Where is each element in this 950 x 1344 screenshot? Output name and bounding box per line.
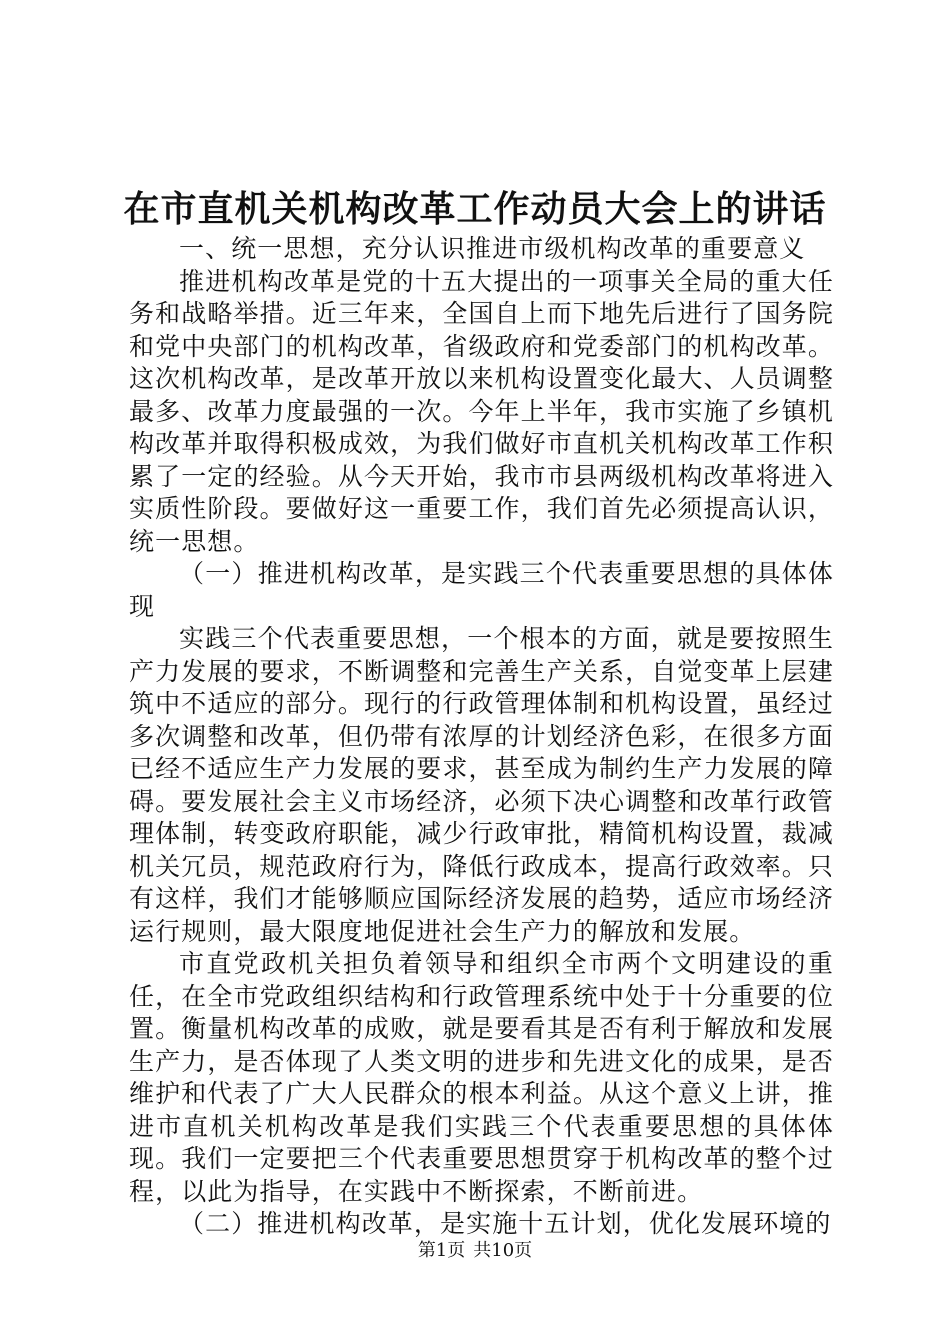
body-paragraph: 实践三个代表重要思想，一个根本的方面，就是要按照生产力发展的要求，不断调整和完善生产关系，自觉变革上层建筑中不适应的部分。现行的行政管理体制和机构设置，虽经过多次调整和改革，但仍带有浓厚的计划经济色彩，在很多方面已经不适应生产力发展的要求，甚至成为制约生产力发展的障碍。要发展社会主义市场经济，必须下决心调整和改革行政管理体制，转变政府职能，减少行政审批，精简机构设置，裁减机关冗员，规范政府行为，降低行政成本，提高行政效率。只有这样，我们才能够顺应国际经济发展的趋势，适应市场经济运行规则，最大限度地促进社会生产力的解放和发展。 <box>129 624 834 946</box>
subsection-heading: （一）推进机构改革，是实践三个代表重要思想的具体体现 <box>129 559 834 621</box>
page-total: 共10页 <box>473 1240 533 1261</box>
document-body <box>129 233 834 1241</box>
section-heading: 一、统一思想，充分认识推进市级机构改革的重要意义 <box>179 234 806 263</box>
document-title: 在市直机关机构改革工作动员大会上的讲话 <box>123 188 827 230</box>
page-footer <box>0 1239 950 1263</box>
body-paragraph: 推进机构改革是党的十五大提出的一项事关全局的重大任务和战略举措。近三年来，全国自上而下地先后进行了国务院和党中央部门的机构改革，省级政府和党委部门的机构改革。这次机构改革，是改革开放以来机构设置变化最大、人员调整最多、改革力度最强的一次。今年上半年，我市实施了乡镇机构改革并取得积极成效，为我们做好市直机关机构改革工作积累了一定的经验。从今天开始，我市市县两级机构改革将进入实质性阶段。要做好这一重要工作，我们首先必须提高认识，统一思想。 <box>129 266 834 556</box>
page-number: 第1页 <box>417 1240 466 1261</box>
subsection-heading: （二）推进机构改革，是实施十五计划，优化发展环境的 <box>179 1209 832 1238</box>
body-paragraph: 市直党政机关担负着领导和组织全市两个文明建设的重任，在全市党政组织结构和行政管理系统中处于十分重要的位置。衡量机构改革的成败，就是要看其是否有利于解放和发展生产力，是否体现了人类文明的进步和先进文化的成果，是否维护和代表了广大人民群众的根本利益。从这个意义上讲，推进市直机关机构改革是我们实践三个代表重要思想的具体体现。我们一定要把三个代表重要思想贯穿于机构改革的整个过程，以此为指导，在实践中不断探索，不断前进。 <box>129 949 834 1206</box>
